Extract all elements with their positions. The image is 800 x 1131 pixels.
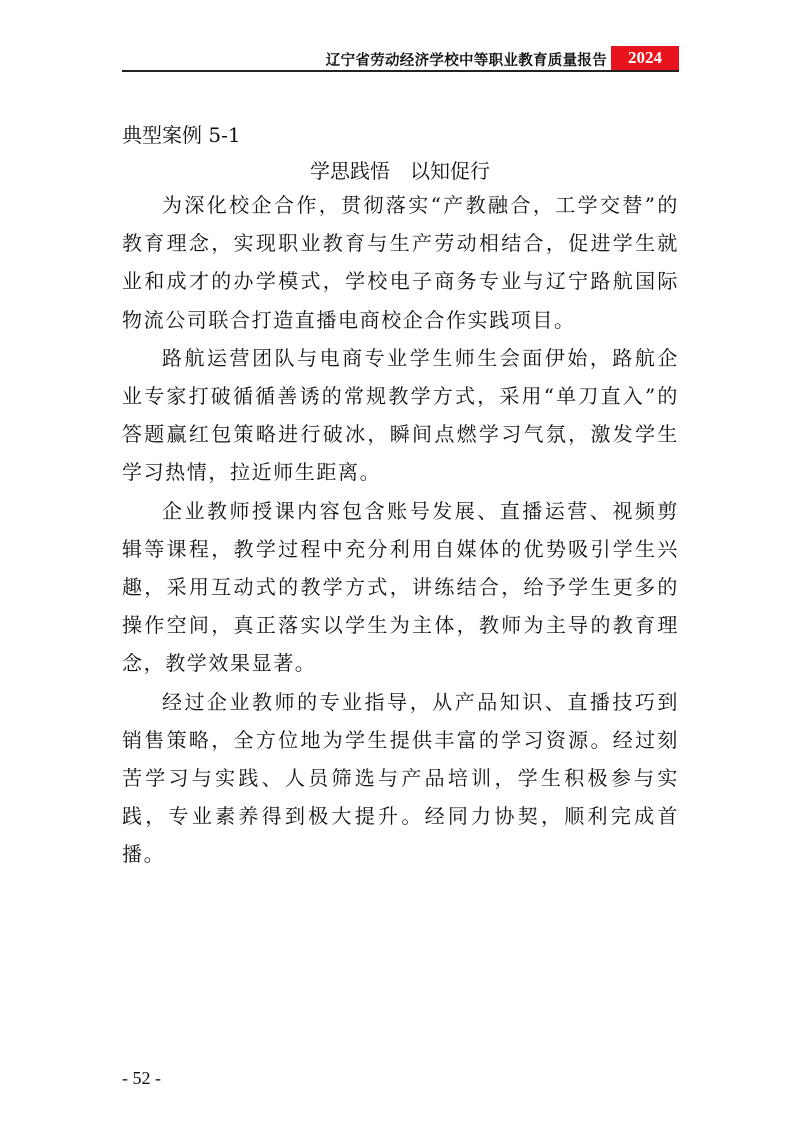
case-title: 学思践悟 以知促行	[310, 159, 490, 183]
report-year-badge: 2024	[611, 46, 679, 70]
case-body	[122, 186, 679, 874]
case-label: 典型案例 5-1	[122, 123, 241, 147]
paragraph: 路航运营团队与电商专业学生师生会面伊始，路航企业专家打破循循善诱的常规教学方式，采用“单刀直入”的答题赢红包策略进行破冰，瞬间点燃学习气氛，激发学生学习热情，拉近师生距离。	[122, 345, 679, 485]
paragraph: 企业教师授课内容包含账号发展、直播运营、视频剪辑等课程，教学过程中充分利用自媒体的优势吸引学生兴趣，采用互动式的教学方式，讲练结合，给予学生更多的操作空间，真正落实以学生为主体，教师为主导的教育理念，教学效果显著。	[122, 498, 679, 676]
paragraph: 为深化校企合作，贯彻落实“产教融合，工学交替”的教育理念，实现职业教育与生产劳动相结合，促进学生就业和成才的办学模式，学校电子商务专业与辽宁路航国际物流公司联合打造直播电商校企合作实践项目。	[122, 193, 679, 332]
page-number: - 52 -	[122, 1068, 161, 1088]
paragraph: 经过企业教师的专业指导，从产品知识、直播技巧到销售策略，全方位地为学生提供丰富的学习资源。经过刻苦学习与实践、人员筛选与产品培训，学生积极参与实践，专业素养得到极大提升。经同力协契，顺利完成首播。	[122, 689, 679, 867]
page-header	[122, 46, 679, 70]
header-divider	[122, 70, 679, 72]
report-title: 辽宁省劳动经济学校中等职业教育质量报告	[325, 53, 607, 69]
